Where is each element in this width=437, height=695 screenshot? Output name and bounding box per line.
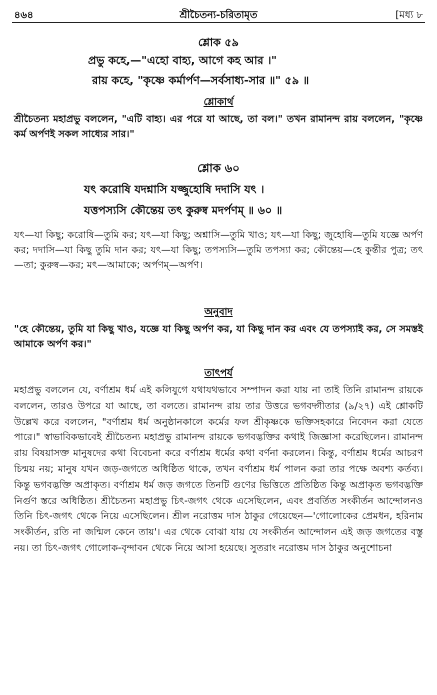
verse-60-line-1: যৎ করোষি যদশ্নাসি যজ্জুহোষি দদাসি যৎ । (84, 183, 265, 196)
page-number: ৪৬৪ (14, 10, 34, 21)
verse-59-line-2: রায় কহে, "কৃষ্ণে কর্মার্পণ—সর্বসাধ্য-সার ॥" ৫৯ ॥ (92, 74, 310, 87)
verse-60-heading: শ্লোক ৬০ (197, 161, 240, 175)
verse-59-heading: শ্লোক ৫৯ (198, 36, 239, 49)
section-marker: [মধ্য ৮ (395, 10, 423, 21)
page-header (0, 6, 437, 26)
verse-60-line-2: যত্তপস্যসি কৌন্তেয় তৎ কুরুষ্ব মদর্পণম্ ॥ ৬০ ॥ (84, 204, 283, 217)
verse-60-translation: "হে কৌন্তেয়, তুমি যা কিছু খাও, যজ্ঞে যা কিছু অর্পণ কর, যা কিছু দান কর এবং যে তপস্যাই কর, সে সমস্তই আমাকে অর্পণ কর।" (14, 324, 423, 351)
verse-59-line-1: প্রভু কহে,—"এহো বাহ্য, আগে কহ আর ।" (88, 54, 277, 67)
running-title: শ্রীচৈতন্য-চরিতামৃত (179, 10, 258, 21)
verse-60-synonyms: যৎ—যা কিছু; করোষি—তুমি কর; যৎ—যা কিছু; অশ্নাসি—তুমি খাও; যৎ—যা কিছু; জুহোষি—তুমি যজ্ঞে অর্পণ কর; দদাসি—যা কিছু তুমি দান কর; যৎ—যা কিছু; তপস্যসি—তুমি তপস্যা কর; কৌন্তেয়—হে কুন্তীর পুত্র; তৎ—তা; কুরুষ্ব—কর; মৎ—আমাকে; অর্পণম্—অর্পণ। (14, 230, 423, 272)
purport-text: মহাপ্রভু বললেন যে, বর্ণাশ্রম ধর্ম এই কলিযুগে যথাযথভাবে সম্পাদন করা যায় না তাই তিনি রামানন্দ রায়কে বললেন, তারও উপরে যা আছে, তা বলতে। রামানন্দ রায় তার উত্তরে ভগবদ্গীতার (৯/২৭) এই শ্লোকটি উল্লেখ করে বললেন, "বর্ণাশ্রম ধর্ম অনুষ্ঠানকালে কর্মের ফল শ্রীকৃষ্ণকে ভক্তিসহকারে নিবেদন করা যেতে পারে।" স্বাভাবিকভাবেই শ্রীচৈতন্য মহাপ্রভু রামানন্দ রায়কে ভগবদ্ভক্তির কথাই জিজ্ঞাসা করেছিলেন। রামানন্দ রায় বিষয়াসক্ত মানুষদের কথা বিবেচনা করে বর্ণাশ্রম ধর্মের কথা বর্ণনা করলেন। কিন্তু, বর্ণাশ্রম ধর্মের আচরণ চিন্ময় নয়; মানুষ যখন জড়-জগতে অধিষ্ঠিত থাকে, তখন বর্ণাশ্রম ধর্ম পালন করা তার পক্ষে অবশ্য কর্তব্য। কিন্তু ভগবদ্ভক্তি অপ্রাকৃত। বর্ণাশ্রম ধর্ম জড় জগতে তিনটি গুণের ভিত্তিতে প্রতিষ্ঠিত কিন্তু অপ্রাকৃত ভগবদ্ভক্তি নির্গুণ স্তরে অধিষ্ঠিত। শ্রীচৈতন্য মহাপ্রভু চিৎ-জগৎ থেকে এসেছিলেন, এবং প্রবর্তিত সংকীর্তন আন্দোলনও তিনি চিৎ-জগৎ থেকে নিয়ে এসেছিলেন। শ্রীল নরোত্তম দাস ঠাকুর গেয়েছেন—'গোলোকের প্রেমধন, হরিনাম সংকীর্তন, রতি না জন্মিল কেনে তায়'। এর থেকে বোঝা যায় যে সংকীর্তন আন্দোলন এই জড় জগতের বস্তু নয়। তা চিৎ-জগৎ গোলোক-বৃন্দাবন থেকে নিয়ে আসা হয়েছে। সুতরাং নরোত্তম দাস ঠাকুর অনুশোচনা (14, 385, 423, 554)
purport-heading: তাৎপর্য (204, 368, 233, 379)
verse-59-translation: শ্রীচৈতন্য মহাপ্রভু বললেন, "এটি বাহ্য। এর পরে যা আছে, তা বল।" তখন রামানন্দ রায় বললেন, "কৃষ্ণে কর্ম অর্পণই সকল সাধ্যের সার।" (14, 114, 423, 141)
verse-60-translation-heading: অনুবাদ (204, 307, 233, 318)
verse-59-translation-heading: শ্লোকার্থ (203, 97, 234, 108)
header-rule (12, 22, 425, 23)
